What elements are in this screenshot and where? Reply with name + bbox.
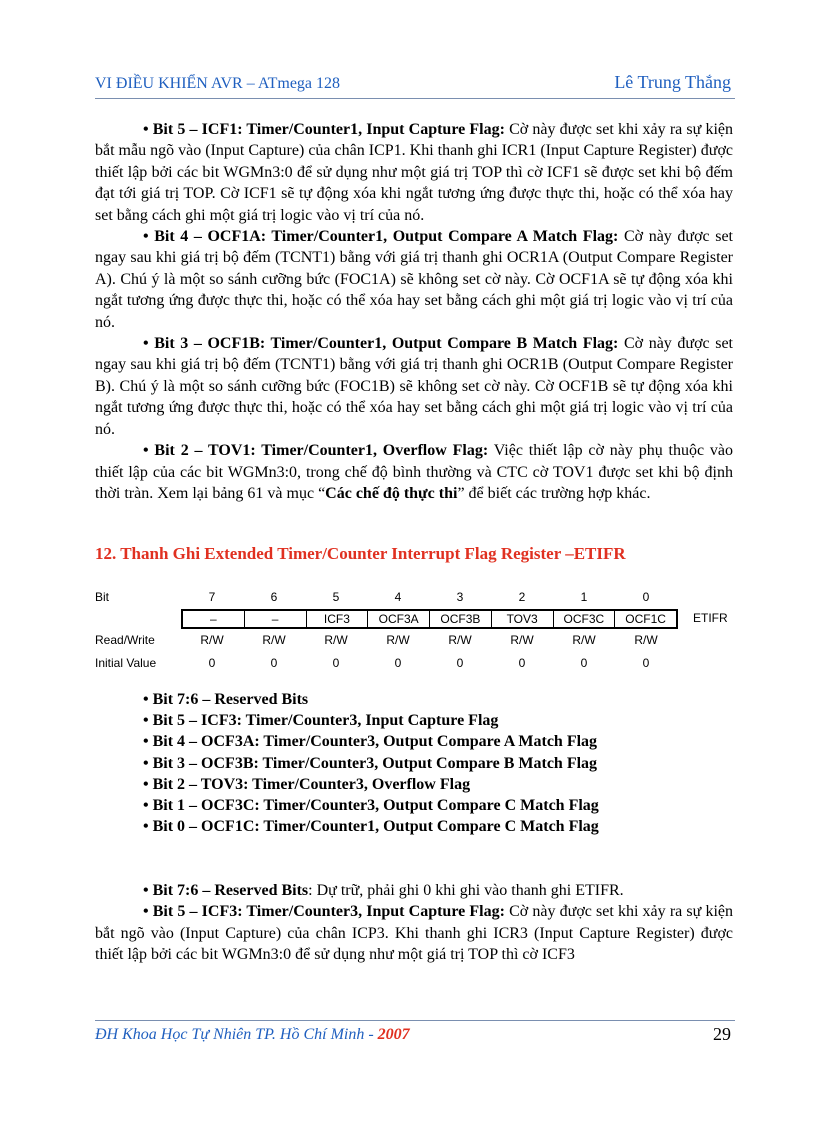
register-name: ETIFR [693,611,728,625]
footer-rule [95,1020,735,1021]
paragraph-ocf1a [95,226,733,333]
paragraph-lead: • Bit 5 – ICF1: Timer/Counter1, Input Capture Flag: [143,121,505,138]
register-field: ICF3 [307,611,369,627]
initial-value: 0 [580,656,588,670]
register-field: OCF1C [625,612,666,626]
initial-row-label: Initial Value [95,656,157,670]
initial-value: 0 [642,656,650,670]
page-number: 29 [713,1024,731,1044]
body-text [95,119,733,504]
bit-number: 4 [394,590,402,604]
rw-row-label: Read/Write [95,633,155,647]
paragraph-icf1 [95,119,733,226]
paragraph-text: Cờ này được set khi xảy ra sự kiện bắt ngõ vào (Input Capture) của chân ICP3. Khi thanh ghi ICR3 (Input Capture Register) được thiết lập bởi các bit WGMn3:0 để sử dụng như một giá trị TOP thì cờ ICF3 [95,903,733,964]
paragraph-ocf1b [95,333,733,440]
detail-text [95,880,733,966]
initial-value: 0 [270,656,278,670]
paragraph-lead: • Bit 4 – OCF1A: Timer/Counter1, Output Compare A Match Flag: [143,228,619,246]
list-item: • Bit 0 – OCF1C: Timer/Counter1, Output Compare C Match Flag [143,818,599,836]
initial-value: 0 [456,656,464,670]
initial-value: 0 [518,656,526,670]
paragraph-lead: • Bit 2 – TOV1: Timer/Counter1, Overflow Flag: [143,442,489,460]
register-field: OCF3A [368,611,430,627]
list-item: • Bit 7:6 – Reserved Bits [143,691,309,708]
register-diagram [95,588,745,678]
footer-year: 2007 [377,1026,410,1043]
rw-value: R/W [448,633,472,647]
paragraph-tov1 [95,440,733,504]
list-item: • Bit 1 – OCF3C: Timer/Counter3, Output Compare C Match Flag [143,797,599,815]
bit-number: 3 [456,590,464,604]
bit-list [143,689,599,837]
register-field: – [183,611,245,627]
register-fields [181,609,678,629]
header-title: VI ĐIỀU KHIỂN AVR – ATmega 128 [95,75,341,92]
paragraph-reserved [95,880,733,901]
list-item: • Bit 4 – OCF3A: Timer/Counter3, Output Compare A Match Flag [143,733,598,751]
page-header [95,72,735,98]
paragraph-text: : Dự trữ, phải ghi 0 khi ghi vào thanh ghi ETIFR. [308,882,624,899]
rw-value: R/W [262,633,286,647]
list-item: • Bit 5 – ICF3: Timer/Counter3, Input Capture Flag [143,712,499,730]
paragraph-text: Cờ này được set ngay sau khi giá trị bộ đếm (TCNT1) bằng với giá trị thanh ghi OCR1B (Output Compare Register B). Chú ý là một so sánh cưỡng bức (FOC1B) sẽ không set cờ này. Cờ OCF1B sẽ tự động xóa khi ngắt tương ứng được thực thi, hoặc có thể xóa hay set bằng cách ghi một giá trị logic vào vị trí của nó. [95,335,733,438]
header-rule [95,98,735,99]
footer-institution-name: ĐH Khoa Học Tự Nhiên TP. Hồ Chí Minh - [95,1026,378,1043]
paragraph-text: Cờ này được set khi xảy ra sự kiện bắt mẫu ngõ vào (Input Capture) của chân ICP1. Khi thanh ghi ICR1 (Input Capture Register) được thiết lập bởi các bit WGMn3:0 để sử dụng như một giá trị TOP thì cờ ICF1 sẽ được set khi bộ đếm đạt tới giá trị TOP. Cờ ICF1 sẽ tự động xóa khi ngắt tương ứng được thực thi, hoặc có thể xóa hay set bằng cách ghi một giá trị logic vào vị trí của nó. [95,121,733,224]
bit-number: 6 [270,590,278,604]
initial-value: 0 [208,656,216,670]
rw-value: R/W [634,633,658,647]
footer-institution [95,1026,410,1044]
rw-value: R/W [510,633,534,647]
bit-row-label: Bit [95,590,110,604]
register-field: OCF3C [554,611,616,627]
bit-number: 0 [642,590,650,604]
paragraph-lead: • Bit 3 – OCF1B: Timer/Counter1, Output Compare B Match Flag: [143,335,619,353]
register-field: – [245,611,307,627]
paragraph-bold-ref: Các chế độ thực thi [325,484,458,502]
rw-value: R/W [572,633,596,647]
section-title: 12. Thanh Ghi Extended Timer/Counter Interrupt Flag Register –ETIFR [95,544,626,563]
register-field: OCF3B [430,611,492,627]
bit-number: 5 [332,590,340,604]
bit-number: 2 [518,590,526,604]
header-author: Lê Trung Thắng [614,72,731,92]
rw-value: R/W [324,633,348,647]
register-field: TOV3 [492,611,554,627]
rw-value: R/W [386,633,410,647]
paragraph-lead: • Bit 5 – ICF3: Timer/Counter3, Input Capture Flag: [143,903,505,921]
paragraph-lead: • Bit 7:6 – Reserved Bits [143,882,309,899]
initial-value: 0 [332,656,340,670]
paragraph-text: Việc thiết lập cờ này phụ thuộc vào thiết lập của các bit WGMn3:0, trong chế độ bình thường và CTC cờ TOV1 được set khi bộ định thời tràn. Xem lại bảng 61 và mục “ [95,442,734,502]
list-item: • Bit 2 – TOV3: Timer/Counter3, Overflow Flag [143,775,471,793]
initial-value: 0 [394,656,402,670]
list-item: • Bit 3 – OCF3B: Timer/Counter3, Output Compare B Match Flag [143,754,598,772]
bit-number: 1 [580,590,588,604]
paragraph-text: ” để biết các trường hợp khác. [457,484,651,502]
bit-number: 7 [208,590,216,604]
rw-value: R/W [200,633,224,647]
paragraph-icf3 [95,901,733,965]
paragraph-text: Cờ này được set ngay sau khi giá trị bộ đếm (TCNT1) bằng với giá trị thanh ghi OCR1A (Output Compare Register A). Chú ý là một so sánh cưỡng bức (FOC1A) sẽ không set cờ này. Cờ OCF1A sẽ tự động xóa khi ngắt tương ứng được thực thi, hoặc có thể xóa hay set bằng cách ghi một giá trị logic vào vị trí của nó. [95,228,733,331]
